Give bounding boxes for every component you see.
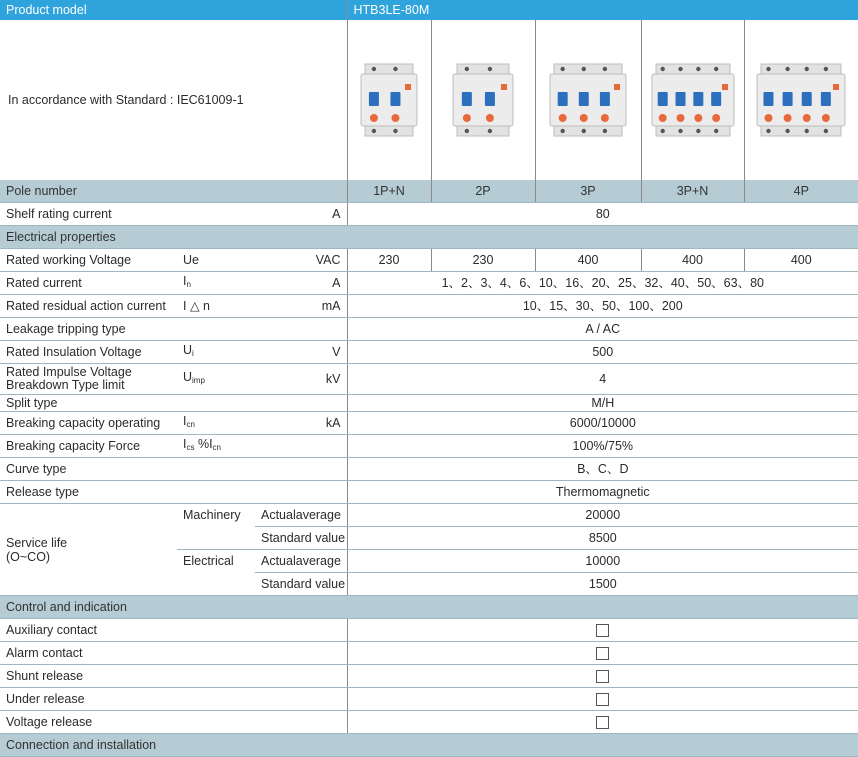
breaker-handle — [657, 92, 667, 106]
checkbox[interactable] — [596, 624, 609, 637]
service-value: 8500 — [347, 527, 858, 550]
service-value: 10000 — [347, 550, 858, 573]
terminal-icon — [676, 114, 684, 122]
screw-icon — [824, 129, 828, 133]
breaking-force-row — [0, 435, 858, 458]
breaker-handle — [369, 92, 379, 106]
service-actual: Actualaverage — [255, 550, 347, 573]
breaker-handle — [711, 92, 721, 106]
breaker-handle — [579, 92, 589, 106]
service-actual: Actualaverage — [255, 504, 347, 527]
control-row — [0, 665, 858, 688]
breaker-handle — [821, 92, 831, 106]
service-value: 20000 — [347, 504, 858, 527]
standard-text: In accordance with Standard : IEC61009-1 — [0, 20, 347, 180]
screw-icon — [393, 129, 397, 133]
connection-section-title: Connection and installation — [0, 734, 858, 757]
pole-1pn: 1P+N — [347, 180, 431, 203]
screw-icon — [713, 67, 717, 71]
checkbox[interactable] — [596, 716, 609, 729]
breaker-handle — [764, 92, 774, 106]
screw-icon — [805, 67, 809, 71]
test-button-icon — [722, 84, 728, 90]
checkbox[interactable] — [596, 647, 609, 660]
service-label: Service life (O~CO) — [0, 504, 177, 596]
release-row — [0, 481, 858, 504]
breaker-bottom — [656, 126, 730, 136]
terminal-icon — [694, 114, 702, 122]
service-electrical: Electrical — [183, 554, 234, 569]
voltage-value: 400 — [535, 249, 641, 272]
terminal-icon — [559, 114, 567, 122]
pole-label: Pole number — [0, 180, 347, 203]
pole-2p: 2P — [431, 180, 535, 203]
voltage-label: Rated working Voltage — [0, 249, 177, 272]
current-unit: A — [255, 272, 347, 295]
shelf-unit: A — [255, 203, 347, 226]
residual-unit: mA — [255, 295, 347, 318]
release-label: Release type — [0, 481, 347, 504]
breaker-icon — [548, 60, 628, 140]
curve-label: Curve type — [0, 458, 347, 481]
breaking-op-symbol: $I_{cn}$ — [177, 412, 255, 435]
screw-icon — [696, 129, 700, 133]
residual-label: Rated residual action current — [0, 295, 177, 318]
terminal-icon — [658, 114, 666, 122]
breaker-handle — [462, 92, 472, 106]
leakage-label: Leakage tripping type — [0, 318, 347, 341]
screw-icon — [767, 129, 771, 133]
breaker-handle — [783, 92, 793, 106]
current-label: Rated current — [0, 272, 177, 295]
test-button-icon — [614, 84, 620, 90]
product-image-2p — [431, 20, 535, 180]
breaking-force-value: 100%/75% — [347, 435, 858, 458]
breaker-icon — [755, 60, 847, 140]
insulation-value: 500 — [347, 341, 858, 364]
terminal-icon — [463, 114, 471, 122]
breaker-icon — [451, 60, 515, 140]
section-electrical — [0, 226, 858, 249]
control-row — [0, 642, 858, 665]
service-standard: Standard value — [255, 573, 347, 596]
curve-value: B、C、D — [347, 458, 858, 481]
breaking-op-row — [0, 412, 858, 435]
breaking-op-label: Breaking capacity operating — [0, 412, 177, 435]
breaker-icon — [650, 60, 736, 140]
control-label: Auxiliary contact — [0, 619, 347, 642]
control-row — [0, 711, 858, 734]
terminal-icon — [803, 114, 811, 122]
service-row-1 — [0, 504, 858, 527]
current-symbol: $I_n$ — [177, 272, 255, 295]
voltage-unit: VAC — [255, 249, 347, 272]
section-connection — [0, 734, 858, 757]
product-image-1pn — [347, 20, 431, 180]
screw-icon — [582, 67, 586, 71]
control-section-title: Control and indication — [0, 596, 858, 619]
current-row — [0, 272, 858, 295]
service-blank — [177, 527, 255, 550]
breaker-top — [656, 64, 730, 74]
service-blank — [177, 573, 255, 596]
screw-icon — [465, 67, 469, 71]
screw-icon — [767, 67, 771, 71]
terminal-icon — [765, 114, 773, 122]
header-row — [0, 0, 858, 20]
screw-icon — [678, 67, 682, 71]
screw-icon — [372, 67, 376, 71]
breaking-force-label: Breaking capacity Force — [0, 435, 177, 458]
leakage-value: A / AC — [347, 318, 858, 341]
screw-icon — [713, 129, 717, 133]
breaker-handle — [693, 92, 703, 106]
product-model-label: Product model — [0, 0, 347, 20]
breaker-bottom — [761, 126, 841, 136]
control-label: Under release — [0, 688, 347, 711]
impulse-unit: kV — [255, 364, 347, 395]
breaking-op-value: 6000/10000 — [347, 412, 858, 435]
screw-icon — [678, 129, 682, 133]
insulation-row — [0, 341, 858, 364]
screw-icon — [660, 67, 664, 71]
curve-row — [0, 458, 858, 481]
voltage-value: 230 — [431, 249, 535, 272]
breaking-force-symbol: $I_{cs}$ $\%I_{cn}$ — [177, 435, 347, 458]
pole-3pn: 3P+N — [641, 180, 744, 203]
split-row — [0, 395, 858, 412]
split-label: Split type — [0, 395, 347, 412]
breaking-op-unit: kA — [255, 412, 347, 435]
control-label: Shunt release — [0, 665, 347, 688]
product-image-3p — [535, 20, 641, 180]
breaker-handle — [600, 92, 610, 106]
terminal-icon — [486, 114, 494, 122]
service-standard: Standard value — [255, 527, 347, 550]
screw-icon — [696, 67, 700, 71]
impulse-value: 4 — [347, 364, 858, 395]
checkbox[interactable] — [596, 693, 609, 706]
residual-value: 10、15、30、50、100、200 — [347, 295, 858, 318]
electrical-section-title: Electrical properties — [0, 226, 858, 249]
breaker-top — [761, 64, 841, 74]
screw-icon — [786, 67, 790, 71]
voltage-value: 400 — [744, 249, 858, 272]
product-image-3pn — [641, 20, 744, 180]
terminal-icon — [822, 114, 830, 122]
screw-icon — [488, 129, 492, 133]
residual-row — [0, 295, 858, 318]
breaker-handle — [675, 92, 685, 106]
impulse-row — [0, 364, 858, 395]
control-row — [0, 688, 858, 711]
service-machinery: Machinery — [183, 508, 241, 523]
screw-icon — [603, 129, 607, 133]
voltage-value: 400 — [641, 249, 744, 272]
screw-icon — [824, 67, 828, 71]
terminal-icon — [601, 114, 609, 122]
impulse-symbol: $U_{imp}$ — [177, 364, 255, 395]
split-value: M/H — [347, 395, 858, 412]
checkbox[interactable] — [596, 670, 609, 683]
test-button-icon — [405, 84, 411, 90]
insulation-unit: V — [255, 341, 347, 364]
screw-icon — [393, 67, 397, 71]
screw-icon — [786, 129, 790, 133]
shelf-value: 80 — [347, 203, 858, 226]
current-value: 1、2、3、4、6、10、16、20、25、32、40、50、63、80 — [347, 272, 858, 295]
breaker-handle — [802, 92, 812, 106]
terminal-icon — [712, 114, 720, 122]
release-value: Thermomagnetic — [347, 481, 858, 504]
screw-icon — [582, 129, 586, 133]
voltage-value: 230 — [347, 249, 431, 272]
service-value: 1500 — [347, 573, 858, 596]
shelf-label: Shelf rating current — [0, 203, 255, 226]
product-model-value: HTB3LE-80M — [347, 0, 858, 20]
image-row — [0, 20, 858, 180]
screw-icon — [660, 129, 664, 133]
screw-icon — [560, 67, 564, 71]
test-button-icon — [833, 84, 839, 90]
terminal-icon — [391, 114, 399, 122]
terminal-icon — [784, 114, 792, 122]
breaker-handle — [390, 92, 400, 106]
pole-3p: 3P — [535, 180, 641, 203]
control-label: Voltage release — [0, 711, 347, 734]
product-image-4p — [744, 20, 858, 180]
section-control — [0, 596, 858, 619]
breaker-icon — [359, 60, 419, 140]
terminal-icon — [370, 114, 378, 122]
control-row — [0, 619, 858, 642]
control-label: Alarm contact — [0, 642, 347, 665]
screw-icon — [603, 67, 607, 71]
screw-icon — [560, 129, 564, 133]
breaker-handle — [485, 92, 495, 106]
voltage-row — [0, 249, 858, 272]
leakage-row — [0, 318, 858, 341]
screw-icon — [372, 129, 376, 133]
screw-icon — [465, 129, 469, 133]
shelf-row — [0, 203, 858, 226]
voltage-symbol: Ue — [177, 249, 255, 272]
insulation-symbol: $U_i$ — [177, 341, 255, 364]
test-button-icon — [501, 84, 507, 90]
breaker-handle — [558, 92, 568, 106]
screw-icon — [805, 129, 809, 133]
impulse-label: Rated Impulse Voltage Breakdown Type limit — [0, 364, 177, 395]
screw-icon — [488, 67, 492, 71]
terminal-icon — [580, 114, 588, 122]
residual-symbol: I △ n — [177, 295, 255, 318]
pole-4p: 4P — [744, 180, 858, 203]
insulation-label: Rated Insulation Voltage — [0, 341, 177, 364]
pole-row — [0, 180, 858, 203]
